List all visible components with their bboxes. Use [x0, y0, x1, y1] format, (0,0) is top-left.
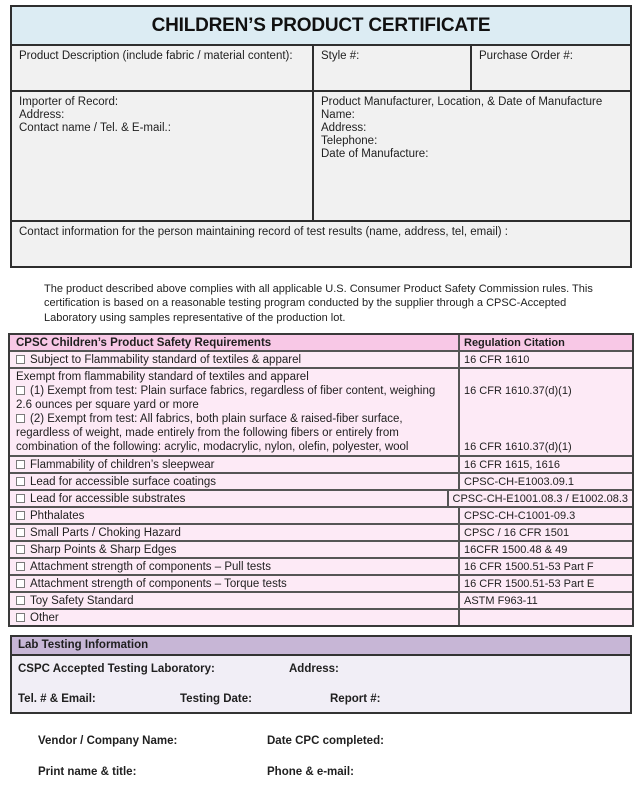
parties-row	[12, 92, 630, 222]
requirement-label: Small Parts / Choking Hazard	[30, 527, 181, 540]
checkbox-icon[interactable]	[16, 414, 25, 423]
purchase-order-cell	[472, 46, 630, 90]
requirement-label: Phthalates	[30, 510, 85, 523]
checkbox-icon[interactable]	[16, 613, 25, 622]
citation-value: 16 CFR 1610.37(d)(1)	[464, 385, 572, 398]
citation-value: 16 CFR 1500.51-53 Part E	[464, 578, 595, 591]
citation-value: 16 CFR 1610	[464, 354, 530, 367]
citation-value: CPSC / 16 CFR 1501	[464, 527, 570, 540]
contact-info-label: Contact information for the person maintaining record of test results (name, address, tel, email) :	[19, 226, 508, 238]
checkbox-icon[interactable]	[16, 494, 25, 503]
contact-info-row	[12, 222, 630, 266]
style-number-cell	[314, 46, 472, 90]
product-description-cell	[12, 46, 314, 90]
citation-value: 16CFR 1500.48 & 49	[464, 544, 568, 557]
checkbox-icon[interactable]	[16, 596, 25, 605]
checkbox-icon[interactable]	[16, 386, 25, 395]
manufacturer-cell	[314, 92, 630, 220]
checkbox-icon[interactable]	[16, 545, 25, 554]
requirement-label: Toy Safety Standard	[30, 595, 134, 608]
citation-value: CPSC-CH-C1001-09.3	[464, 510, 576, 523]
compliance-statement: The product described above complies with all applicable U.S. Consumer Product Safety Commission rules. This certification is based on a reasonable testing program conducted by the supplier through a CPSC-Accepted Laboratory using samples representative of the production lot.	[44, 283, 593, 324]
citation-header-label: Regulation Citation	[464, 337, 565, 350]
checkbox-icon[interactable]	[16, 579, 25, 588]
citation-value: CPSC-CH-E1003.09.1	[464, 476, 575, 489]
lab-laboratory-label: CSPC Accepted Testing Laboratory:	[18, 663, 215, 676]
checkbox-icon[interactable]	[16, 562, 25, 571]
table-row	[10, 557, 632, 574]
page-title: CHILDREN’S PRODUCT CERTIFICATE	[151, 14, 491, 36]
certificate-form	[10, 5, 632, 268]
requirement-label: Other	[30, 612, 59, 625]
lab-section-header: Lab Testing Information	[12, 637, 630, 656]
requirements-table-header	[10, 335, 632, 350]
print-name-title-label: Print name & title:	[38, 766, 137, 779]
purchase-order-label: Purchase Order #:	[479, 50, 573, 62]
manufacturer-address-label: Address:	[321, 122, 367, 134]
requirement-label: Lead for accessible substrates	[30, 493, 186, 506]
table-row	[10, 608, 632, 625]
exempt-intro-label: Exempt from flammability standard of textiles and apparel	[16, 371, 309, 384]
citation-value: CPSC-CH-E1001.08.3 / E1002.08.3	[452, 493, 628, 506]
lab-testing-date-label: Testing Date:	[180, 693, 252, 706]
manufacturer-title-label: Product Manufacturer, Location, & Date of Manufacture	[321, 96, 603, 108]
exempt-item1-label: (1) Exempt from test: Plain surface fabrics, regardless of fiber content, weighing 2.6 ounces per square yard or more	[16, 385, 436, 412]
phone-email-label: Phone & e-mail:	[267, 766, 354, 779]
table-row	[10, 591, 632, 608]
title-band	[12, 7, 630, 46]
lab-address-label: Address:	[289, 663, 339, 676]
checkbox-icon[interactable]	[16, 511, 25, 520]
citation-value	[460, 610, 632, 625]
exempt-group-row	[10, 367, 632, 455]
signature-section	[38, 734, 642, 779]
requirement-label: Flammability of children’s sleepwear	[30, 459, 215, 472]
requirement-label: Sharp Points & Sharp Edges	[30, 544, 177, 557]
table-row	[10, 506, 632, 523]
exempt-item2-label: (2) Exempt from test: All fabrics, both plain surface & raised-fiber surface, regardless of weight, made entirely from the following fibers or entirely from combination of the following: acrylic, modacrylic, nylon, olefin, polyester, wool	[16, 413, 409, 454]
importer-contact-label: Contact name / Tel. & E-mail.:	[19, 122, 171, 134]
lab-section-body	[12, 656, 630, 712]
product-description-label: Product Description (include fabric / material content):	[19, 50, 293, 62]
importer-cell	[12, 92, 314, 220]
table-row	[10, 455, 632, 472]
importer-address-label: Address:	[19, 109, 65, 121]
checkbox-icon[interactable]	[16, 355, 25, 364]
checkbox-icon[interactable]	[16, 460, 25, 469]
importer-of-record-label: Importer of Record:	[19, 96, 119, 108]
product-info-row	[12, 46, 630, 92]
lab-tel-email-label: Tel. # & Email:	[18, 693, 96, 706]
lab-report-label: Report #:	[330, 693, 381, 706]
table-row	[10, 472, 632, 489]
requirement-label: Attachment strength of components – Pull tests	[30, 561, 271, 574]
requirement-label: Attachment strength of components – Torque tests	[30, 578, 287, 591]
date-cpc-completed-label: Date CPC completed:	[267, 735, 384, 748]
requirement-label: Lead for accessible surface coatings	[30, 476, 217, 489]
manufacturer-telephone-label: Telephone:	[321, 135, 378, 147]
citation-value: ASTM F963-11	[464, 595, 538, 608]
requirement-label: Subject to Flammability standard of textiles & apparel	[30, 354, 302, 367]
checkbox-icon[interactable]	[16, 477, 25, 486]
manufacturer-name-label: Name:	[321, 109, 355, 121]
table-row	[10, 523, 632, 540]
requirements-header-label: CPSC Children’s Product Safety Requirements	[10, 335, 460, 350]
citation-value: 16 CFR 1500.51-53 Part F	[464, 561, 594, 574]
table-row	[10, 574, 632, 591]
requirements-table	[8, 333, 634, 627]
date-of-manufacture-label: Date of Manufacture:	[321, 148, 429, 160]
citation-value: 16 CFR 1615, 1616	[464, 459, 561, 472]
citation-value: 16 CFR 1610.37(d)(1)	[464, 441, 572, 454]
lab-testing-section	[10, 635, 632, 714]
contact-info-cell	[12, 222, 515, 266]
style-number-label: Style #:	[321, 50, 360, 62]
table-row	[10, 540, 632, 557]
table-row	[10, 350, 632, 367]
vendor-name-label: Vendor / Company Name:	[38, 735, 178, 748]
checkbox-icon[interactable]	[16, 528, 25, 537]
table-row	[10, 489, 632, 506]
